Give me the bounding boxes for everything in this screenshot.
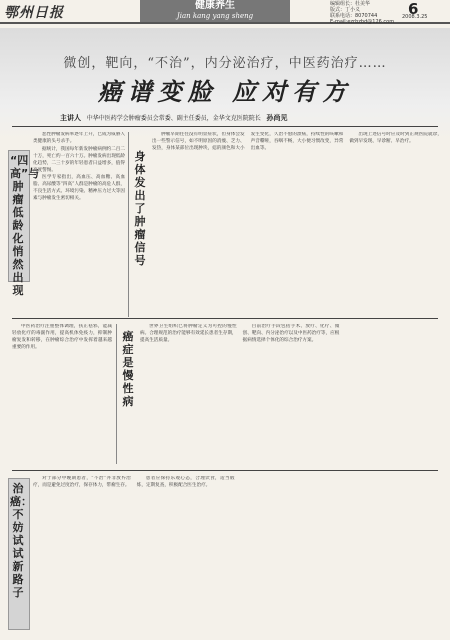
- paragraph: 世界卫生组织已将肿瘤定义为可控的慢性病。合理规范的治疗能够有效延长患者生存期，提高生活质量。: [140, 324, 237, 343]
- info-line: E-mail:ezrbzbd@126.com: [330, 19, 395, 25]
- divider: [12, 126, 438, 127]
- paragraph: 出现上述信号时应及时到正规医院就诊，做到早发现、早诊断、早治疗。: [349, 132, 442, 144]
- article-2-title: 身体发出了肿瘤信号: [134, 150, 146, 267]
- divider: [12, 318, 438, 319]
- paragraph: 中医药治疗注重整体调理，扶正祛邪，能减轻放化疗的毒副作用，提高机体免疫力，抑制肿瘤复发和转移，在肿瘤综合治疗中发挥着越来越重要的作用。: [12, 324, 112, 350]
- section-title: 健康养生: [195, 0, 235, 11]
- article-2-body: [152, 132, 442, 312]
- article-3-body: [140, 324, 442, 464]
- info-line: 编辑组长：杜美华: [330, 1, 371, 7]
- paragraph: 医学专家指出，高血压、高血糖、高血脂、高尿酸等“四高”人群是肿瘤的高危人群，不良生活方式、环境污染、精神压力过大等因素与肿瘤发生密切相关。: [33, 175, 125, 202]
- author-name: 孙尚见: [266, 114, 288, 122]
- divider: [12, 470, 438, 471]
- article-1-body: [33, 132, 125, 312]
- paragraph: 据统计，我国每年新发肿瘤病例约二百二十万，死亡约一百六十万。肿瘤发病出现低龄化趋势，二三十岁的年轻患者日益增多，值得高度警惕。: [33, 146, 125, 173]
- page-number: 6: [408, 0, 419, 18]
- author-line: [60, 113, 287, 123]
- editor-info: [330, 1, 394, 25]
- paragraph: 恶性肿瘤发病率逐年上升，已成为威胁人类健康的头号杀手。: [33, 132, 125, 144]
- column-rule: [128, 132, 129, 317]
- column-rule: [116, 324, 117, 464]
- article-3-title: 癌症是慢性病: [122, 330, 134, 408]
- issue-date: 2008.3.25: [402, 14, 428, 20]
- article-4-body: [33, 476, 442, 634]
- article-3-lead: [12, 324, 112, 464]
- feature-subtitle: 微创，靶向，“不治”，内分泌治疗，中医药治疗……: [63, 56, 387, 71]
- article-1-title: “四高”与肿瘤低龄化悄然出现: [10, 154, 40, 297]
- paragraph: 患者应保持乐观心态，合理饮食，适当锻炼，定期复查，积极配合医生治疗。: [136, 476, 235, 488]
- paragraph: 对于部分中晚期患者，“不治”并非放弃治疗，而是避免过度治疗，保存体力，带瘤生存。: [33, 476, 131, 488]
- newspaper-logo: 鄂州日报: [4, 5, 64, 21]
- info-line: 联系电话：8070744: [330, 13, 378, 19]
- author-description: 中华中医药学会肿瘤委员会常委、副主任委员，金华文克医院院长: [86, 115, 261, 122]
- section-banner: [140, 0, 290, 22]
- section-pinyin: Jian kang yang sheng: [176, 12, 254, 20]
- author-prefix: 主讲人: [60, 114, 81, 122]
- paragraph: 目前治疗手段包括手术、放疗、化疗、微创、靶向、内分泌治疗以及中医药治疗等，应根据病情选择个体化的综合治疗方案。: [242, 324, 340, 343]
- masthead: [0, 0, 450, 24]
- feature-title: 癌谱变脸 应对有方: [97, 78, 353, 106]
- info-line: 版式：丁小义: [330, 7, 361, 13]
- paragraph: 肿瘤早期往往没有明显症状，但身体会发出一些警示信号，如不明原因的消瘦、乏力、发热，身体某部位出现肿块，痣的颜色和大小发生变化，久治不愈的溃疡，持续性的咳嗽和声音嘶哑，吞咽不畅，大小便习惯改变，异常出血等。: [152, 132, 344, 151]
- article-4-title: 治癌：不妨试试新路子: [10, 482, 32, 599]
